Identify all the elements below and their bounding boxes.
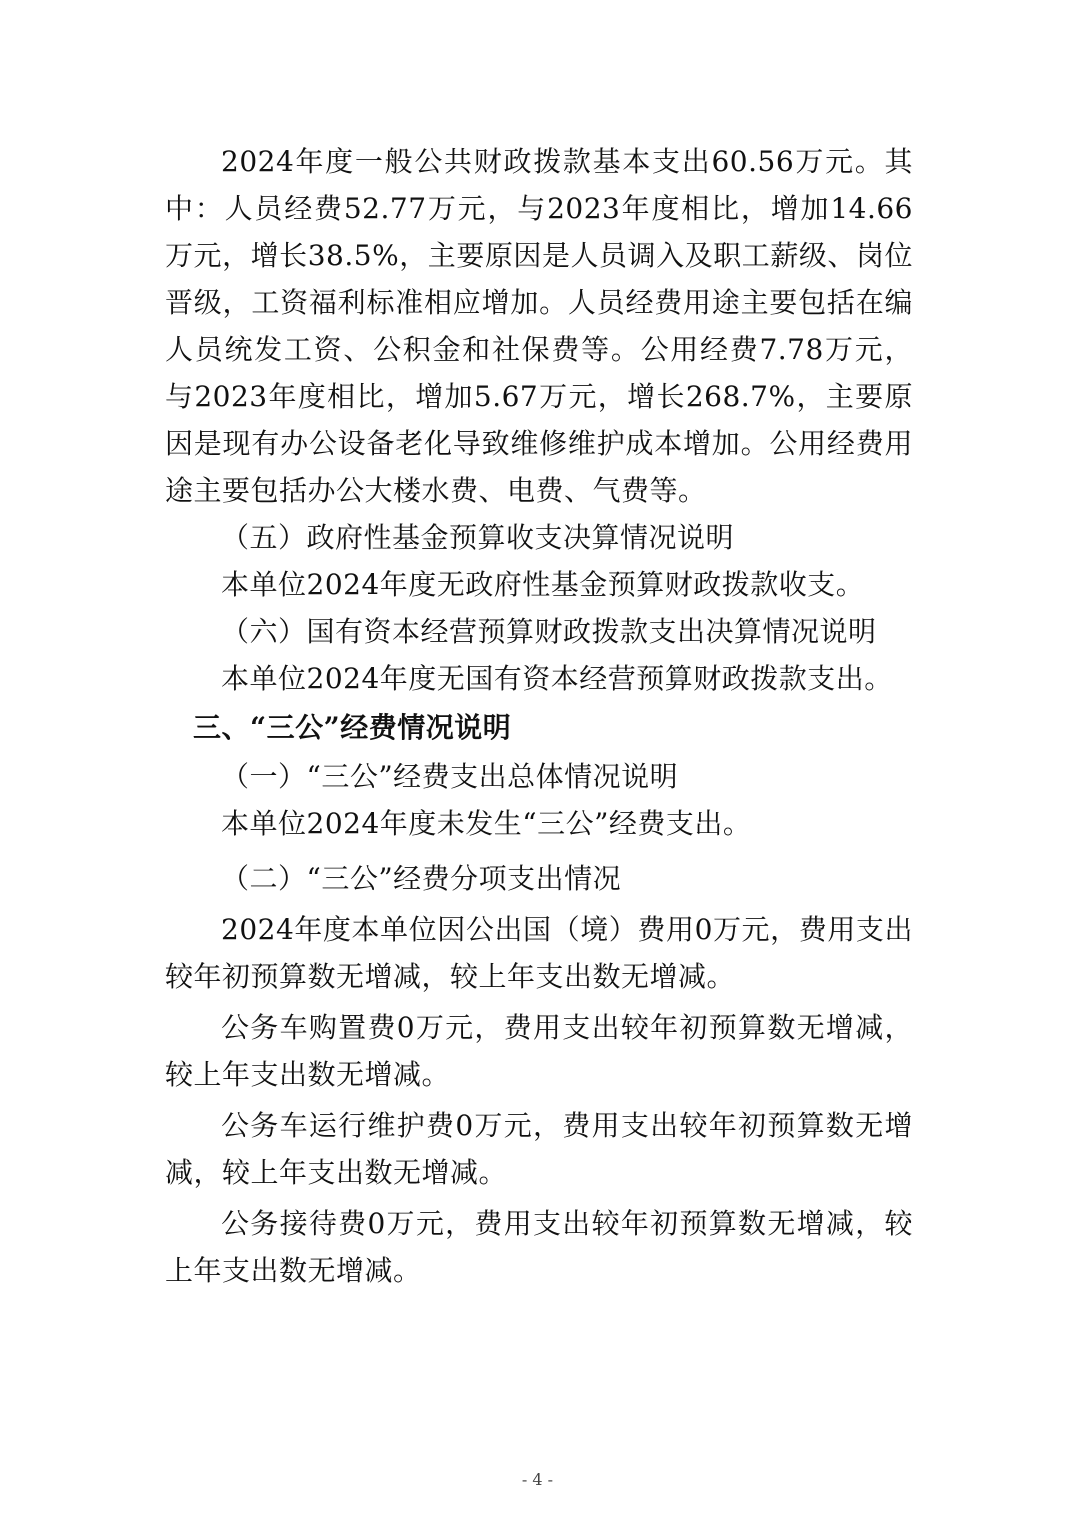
paragraph-government-fund: 本单位2024年度无政府性基金预算财政拨款收支。	[221, 568, 865, 601]
section-heading-state-capital: （六）国有资本经营预算财政拨款支出决算情况说明	[221, 615, 877, 648]
paragraph-basic-expenditure: 2024年度一般公共财政拨款基本支出60.56万元。其中：人员经费52.77万元，与2023年度相比，增加14.66万元，增长38.5%，主要原因是人员调入及职工薪级、岗位晋级，工资福利标准相应增加。人员经费用途主要包括在编人员统发工资、公积金和社保费等。公用经费7.78万元，与2023年度相比，增加5.67万元，增长268.7%，主要原因是现有办公设备老化导致维修维护成本增加。公用经费用途主要包括办公大楼水费、电费、气费等。	[165, 145, 913, 507]
paragraph-vehicle-purchase: 公务车购置费0万元，费用支出较年初预算数无增减，较上年支出数无增减。	[165, 1011, 913, 1091]
paragraph-reception: 公务接待费0万元，费用支出较年初预算数无增减，较上年支出数无增减。	[165, 1207, 913, 1287]
paragraph-overall: 本单位2024年度未发生“三公”经费支出。	[221, 807, 752, 840]
section-heading-government-fund: （五）政府性基金预算收支决算情况说明	[221, 521, 735, 554]
document-body	[165, 138, 913, 1294]
section-heading-three-public: 三、“三公”经费情况说明	[193, 711, 512, 744]
paragraph-vehicle-maintenance: 公务车运行维护费0万元，费用支出较年初预算数无增减，较上年支出数无增减。	[165, 1109, 913, 1189]
paragraph-state-capital: 本单位2024年度无国有资本经营预算财政拨款支出。	[221, 662, 893, 695]
subsection-heading-overall: （一）“三公”经费支出总体情况说明	[221, 760, 679, 793]
subsection-heading-itemized: （二）“三公”经费分项支出情况	[221, 862, 622, 895]
page-number: - 4 -	[521, 1470, 554, 1489]
paragraph-overseas-travel: 2024年度本单位因公出国（境）费用0万元，费用支出较年初预算数无增减，较上年支出数无增减。	[165, 913, 913, 993]
